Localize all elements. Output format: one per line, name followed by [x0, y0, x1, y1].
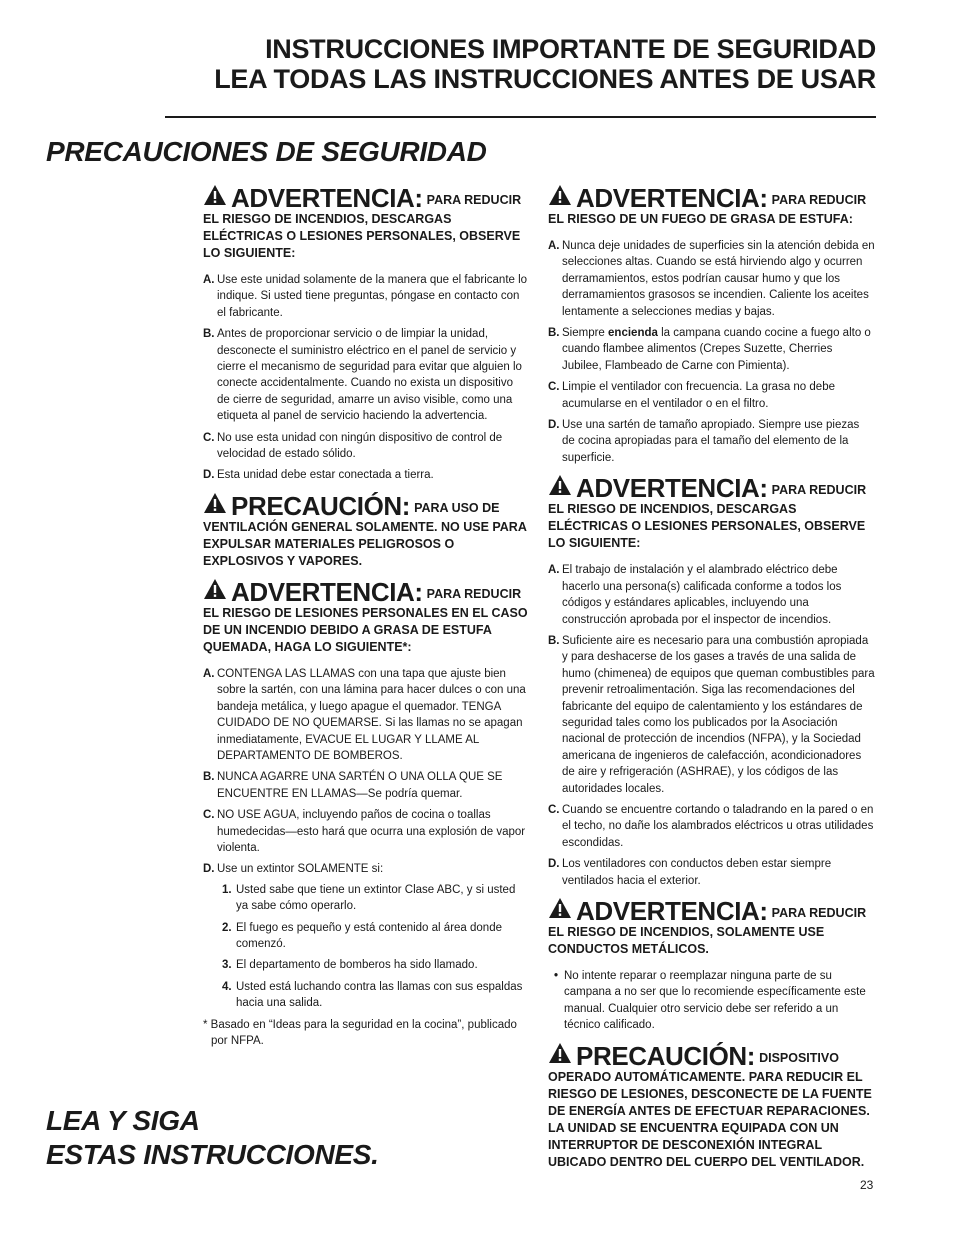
- item-marker: 4.: [222, 980, 232, 993]
- warning-block-grease-fire: [203, 578, 528, 1050]
- warning-text: EL RIESGO DE LESIONES PERSONALES EN EL CASO DE UN INCENDIO DEBIDO A GRASA DE ESTUFA QUEMADA, HAGA LO SIGUIENTE*:: [203, 605, 528, 654]
- list-item: [548, 325, 875, 374]
- list-item: [203, 272, 528, 321]
- footnote: * Basado en “Ideas para la seguridad en la cocina”, publicado por NFPA.: [203, 1018, 517, 1047]
- list-item: [203, 807, 528, 856]
- warning-text: EL RIESGO DE UN FUEGO DE GRASA DE ESTUFA:: [548, 212, 853, 226]
- sub-list-item: [217, 979, 528, 1012]
- warning-triangle-icon: [203, 492, 227, 514]
- item-text: Esta unidad debe estar conectada a tierra.: [217, 469, 434, 482]
- warning-lead: PARA REDUCIR: [771, 483, 867, 498]
- item-text: Cuando se encuentre cortando o taladrando en la pared o en el techo, no dañe los alambrados eléctricos u otras utilidades escondidas.: [562, 803, 874, 849]
- item-text: Usted sabe que tiene un extintor Clase ABC, y si usted ya sabe cómo operarlo.: [236, 883, 516, 913]
- warning-text: EL RIESGO DE INCENDIOS, SOLAMENTE USE CONDUCTOS METÁLICOS.: [548, 925, 825, 956]
- warning-lead: PARA REDUCIR: [426, 193, 522, 207]
- caution-block-automatic: [548, 1042, 875, 1171]
- bullet-marker: •: [554, 970, 559, 982]
- sub-list-item: [217, 920, 528, 953]
- item-marker: A.: [548, 564, 560, 577]
- list-item: [548, 856, 875, 889]
- item-marker: B.: [548, 634, 560, 647]
- list-item: [548, 379, 875, 412]
- warning-triangle-icon: [548, 184, 572, 206]
- item-text: No use esta unidad con ningún dispositivo de control de velocidad de estado sólido.: [217, 431, 503, 461]
- item-text: No intente reparar o reemplazar ninguna parte de su campana a no ser que lo recomiende específicamente este manual. Cualquier otro servicio debe ser referido a un técnico calificado.: [564, 970, 866, 1032]
- list-item: [548, 802, 875, 851]
- list-item: [548, 417, 875, 466]
- warning-text: EL RIESGO DE INCENDIOS, DESCARGAS ELÉCTRICAS O LESIONES PERSONALES, OBSERVE LO SIGUIENTE:: [203, 212, 521, 260]
- warning-heading: [203, 184, 528, 262]
- item-text: El departamento de bomberos ha sido llamado.: [236, 959, 478, 972]
- warning-triangle-icon: [203, 184, 227, 206]
- warning-heading: [548, 184, 875, 228]
- footer-title: [46, 1104, 379, 1172]
- caution-text: OPERADO AUTOMÁTICAMENTE. PARA REDUCIR EL RIESGO DE LESIONES, DESCONECTE DE LA FUENTE DE ENERGÍA ANTES DE EFECTUAR REPARACIONES. LA UNIDAD SE ENCUENTRA EQUIPADA CON UN INTERRUPTOR DE DESCONEXIÓN INTEGRAL UBICADO DENTRO DEL CUERPO DEL VENTILADOR.: [548, 1069, 872, 1169]
- caution-text: VENTILACIÓN GENERAL SOLAMENTE. NO USE PARA EXPULSAR MATERIALES PELIGROSOS O EXPLOSIVOS Y VAPORES.: [203, 519, 527, 568]
- item-marker: A.: [203, 274, 215, 286]
- item-text: Use una sartén de tamaño apropiado. Siempre use piezas de cocina apropiadas para el tamaño del elemento de la superficie.: [562, 419, 860, 464]
- warning-block-stove-grease: [548, 184, 875, 466]
- item-text-pre: Siempre: [562, 327, 605, 340]
- warning-lead: PARA REDUCIR: [426, 586, 522, 601]
- item-text: Nunca deje unidades de superficies sin la atención debida en selecciones altas. Cuando se está hirviendo algo y ocurren derramamientos, estos podrían causar humo y que los derramamientos grasosos se incendien. Caliente los aceites lentamente a selecciones medias y bajas.: [562, 240, 875, 318]
- item-marker: C.: [548, 803, 560, 816]
- header-divider: [165, 116, 876, 118]
- caution-word: PRECAUCIÓN:: [231, 490, 411, 521]
- item-marker: C.: [203, 431, 215, 444]
- caution-block-ventilation: [203, 492, 528, 570]
- warning-word: ADVERTENCIA:: [231, 183, 423, 213]
- warning-heading: [548, 897, 875, 958]
- warning-block-ducts: [548, 897, 875, 1034]
- header-line-2: LEA TODAS LAS INSTRUCCIONES ANTES DE USAR: [214, 64, 876, 94]
- item-marker: D.: [203, 863, 215, 876]
- item-marker: B.: [203, 771, 215, 784]
- warning-list: [203, 272, 528, 484]
- list-item: [203, 467, 528, 483]
- right-column: [548, 184, 875, 1177]
- header-line-1: INSTRUCCIONES IMPORTANTE DE SEGURIDAD: [265, 34, 876, 64]
- list-item: [203, 326, 528, 424]
- list-item: [548, 238, 875, 320]
- item-text: Limpie el ventilador con frecuencia. La grasa no debe acumularse en el ventilador o en el filtro.: [562, 381, 835, 410]
- list-item: [203, 861, 528, 1011]
- item-marker: 2.: [222, 921, 232, 934]
- item-marker: 1.: [222, 883, 232, 896]
- list-item: [203, 430, 528, 463]
- item-marker: D.: [203, 469, 215, 482]
- item-text: Use un extintor SOLAMENTE si:: [217, 863, 384, 876]
- page-number: 23: [860, 1178, 874, 1192]
- warning-lead: PARA REDUCIR: [771, 906, 867, 920]
- section-title: PRECAUCIONES DE SEGURIDAD: [46, 136, 487, 167]
- warning-triangle-icon: [548, 474, 572, 496]
- warning-heading: [548, 474, 875, 552]
- item-text-bold: encienda: [608, 327, 658, 340]
- warning-triangle-icon: [548, 897, 572, 919]
- warning-heading: [203, 578, 528, 656]
- caution-word: PRECAUCIÓN:: [576, 1040, 756, 1071]
- warning-list: [548, 562, 875, 889]
- warning-list: [548, 238, 875, 466]
- item-text: Antes de proporcionar servicio o de limpiar la unidad, desconecte el suministro eléctrico en el panel de servicio y cierre el mecanismo de seguridad para evitar que alguien lo conecte accidentalmente. Cuando no exista un dispositivo de cierre de seguridad, amarre un aviso visible, como una etiqueta al panel de servicio haciendo la advertencia.: [217, 328, 522, 423]
- item-text: Use este unidad solamente de la manera que el fabricante lo indique. Si usted tiene preguntas, póngase en contacto con el fabricante.: [217, 274, 528, 319]
- page-header: [160, 34, 876, 94]
- item-text: CONTENGA LAS LLAMAS con una tapa que ajuste bien sobre la sartén, con una lámina para hacer dulces o con una bandeja metálica, y luego apague el quemador. TENGA CUIDADO DE NO QUEMARSE. Si las llamas no se apagan inmediatamente, EVACUE EL LUGAR Y LLAME AL DEPARTAMENTO DE BOMBEROS.: [217, 667, 526, 762]
- warning-list: [203, 666, 528, 1012]
- caution-lead: DISPOSITIVO: [759, 1050, 839, 1065]
- item-text: Los ventiladores con conductos deben estar siempre ventilados hacia el exterior.: [562, 858, 832, 887]
- sub-list-item: [217, 957, 528, 973]
- item-marker: D.: [548, 858, 560, 871]
- list-item: [203, 769, 528, 802]
- sub-list-item: [217, 882, 528, 915]
- item-marker: B.: [548, 327, 560, 340]
- list-item: [548, 562, 875, 628]
- caution-heading: [548, 1042, 875, 1171]
- item-text: El trabajo de instalación y el alambrado eléctrico debe hacerlo una persona(s) calificada conforme a todos los códigos y estándares aplicables, incluyendo una construcción aprobada por el inspector de incendios.: [562, 564, 842, 626]
- footer-line-1: LEA Y SIGA: [46, 1105, 200, 1136]
- item-marker: A.: [548, 240, 560, 252]
- list-item: [548, 633, 875, 797]
- caution-lead: PARA USO DE: [414, 500, 500, 515]
- item-marker: C.: [203, 809, 215, 822]
- sub-list: [217, 882, 528, 1012]
- warning-lead: PARA REDUCIR: [771, 193, 867, 207]
- item-marker: B.: [203, 328, 215, 341]
- item-marker: 3.: [222, 959, 232, 972]
- item-marker: A.: [203, 667, 215, 680]
- item-text: Suficiente aire es necesario para una combustión apropiada y para deshacerse de los gases a través de una salida de humo (chimenea) de equipos que queman combustibles para prevenir retroalimentación. Siga las recomendaciones del fabricante del equipo de calentamiento y los estándares de seguridad tales como los publicados por la Asociación nacional de protección de incendios (NFPA), y la Sociedad americana de ingenieros de calefacción, acondicionadores de aire y refrigeración (ASHRAE), y los códigos de las autoridades locales.: [562, 634, 875, 795]
- footer-line-2: ESTAS INSTRUCCIONES.: [46, 1139, 379, 1170]
- item-marker: D.: [548, 419, 560, 432]
- item-marker: C.: [548, 381, 560, 394]
- item-text: NUNCA AGARRE UNA SARTÉN O UNA OLLA QUE SE ENCUENTRE EN LLAMAS—Se podría quemar.: [217, 771, 503, 800]
- warning-text: EL RIESGO DE INCENDIOS, DESCARGAS ELÉCTRICAS O LESIONES PERSONALES, OBSERVE LO SIGUIENTE:: [548, 502, 866, 551]
- warning-word: ADVERTENCIA:: [576, 473, 768, 504]
- item-text: El fuego es pequeño y está contenido al área donde comenzó.: [236, 921, 502, 950]
- warning-triangle-icon: [203, 578, 227, 600]
- item-text: NO USE AGUA, incluyendo paños de cocina o toallas humedecidas—esto hará que ocurra una explosión de vapor violenta.: [217, 809, 526, 854]
- warning-block-installation: [548, 474, 875, 889]
- warning-word: ADVERTENCIA:: [576, 896, 768, 926]
- warning-triangle-icon: [548, 1042, 572, 1064]
- list-item: [548, 968, 875, 1034]
- warning-block-electrical: [203, 184, 528, 484]
- caution-heading: [203, 492, 528, 570]
- item-text-post: la campana cuando cocine a fuego alto o cuando flambee alimentos (Crepes Suzette, Cherries Jubilee, Flambeado de Carne con Pimienta).: [562, 327, 871, 372]
- item-text: Usted está luchando contra las llamas con sus espaldas hacia una salida.: [236, 980, 523, 1010]
- left-column: [203, 184, 528, 1055]
- warning-word: ADVERTENCIA:: [576, 183, 768, 213]
- warning-word: ADVERTENCIA:: [231, 576, 423, 607]
- list-item: [203, 666, 528, 764]
- warning-list: [548, 968, 875, 1034]
